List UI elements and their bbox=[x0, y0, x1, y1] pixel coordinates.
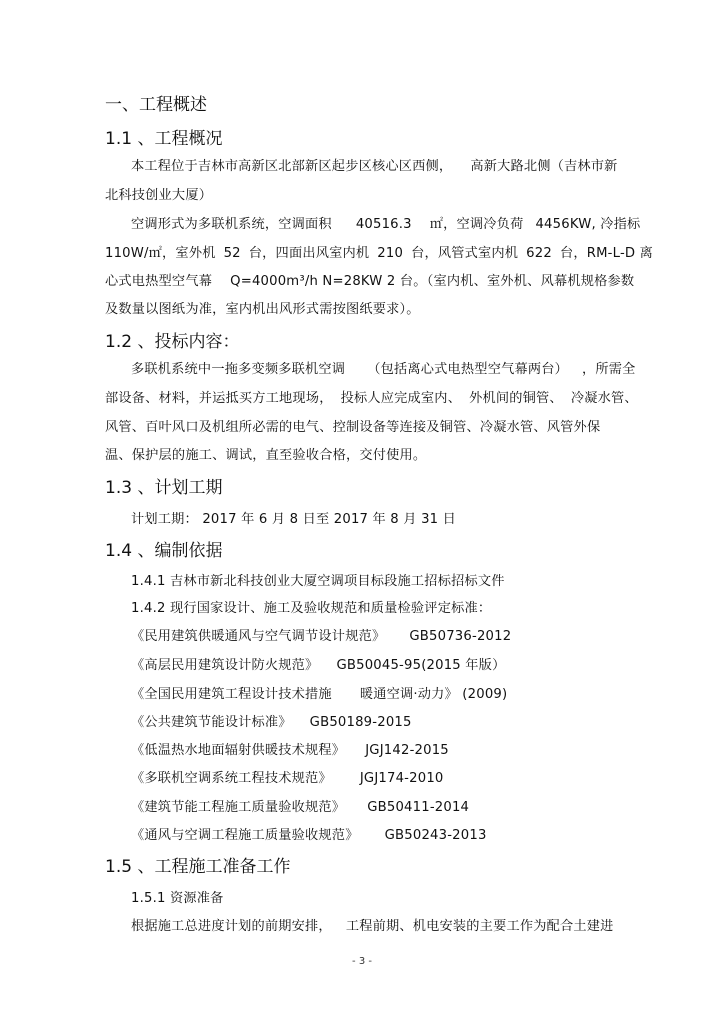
paragraph-line bbox=[131, 155, 618, 174]
paragraph-line: 计划工期： 2017 年 6 月 8 日至 2017 年 8 月 31 日 bbox=[131, 512, 457, 527]
reference-name: 《低温热水地面辐射供暖技术规程》 bbox=[131, 743, 346, 758]
text-span: 52 bbox=[223, 246, 241, 261]
section-heading: 一、工程概述 bbox=[105, 95, 207, 115]
text-span: 部设备、材料，并运抵买方工地现场， bbox=[105, 391, 333, 406]
text-span: （包括离心式电热型空气幕两台） bbox=[367, 362, 569, 377]
page-number: - 3 - bbox=[352, 956, 372, 967]
list-item: 1.4.1 吉林市新北科技创业大厦空调项目标段施工招标招标文件 bbox=[131, 574, 505, 589]
text-span: 210 bbox=[377, 246, 404, 261]
paragraph-line: 北科技创业大厦） bbox=[105, 188, 213, 203]
reference-code: GB50045-95(2015 年版） bbox=[336, 658, 506, 673]
reference-item bbox=[131, 739, 449, 758]
reference-code: JGJ142-2015 bbox=[365, 743, 449, 758]
reference-item bbox=[131, 824, 487, 843]
text-span: 投标人应完成室内、 bbox=[340, 391, 462, 406]
text-span: 根据施工总进度计划的前期安排， bbox=[131, 919, 332, 934]
paragraph-line bbox=[105, 270, 634, 289]
reference-name: 《建筑节能工程施工质量验收规范》 bbox=[131, 800, 346, 815]
reference-item bbox=[131, 625, 511, 644]
reference-code: GB50411-2014 bbox=[367, 800, 470, 815]
text-span: 本工程位于吉林市高新区北部新区起步区核心区西侧， bbox=[131, 159, 453, 174]
text-span: 多联机系统中一拖多变频多联机空调 bbox=[131, 362, 346, 377]
list-item: 1.5.1 资源准备 bbox=[131, 891, 224, 906]
text-span: 空调形式为多联机系统，空调面积 bbox=[131, 217, 332, 232]
subsection-heading-1-4: 1.4 、编制依据 bbox=[105, 541, 223, 561]
paragraph-line: 风管、百叶风口及机组所必需的电气、控制设备等连接及铜管、冷凝水管、风管外保 bbox=[105, 420, 601, 435]
paragraph-line bbox=[131, 358, 636, 377]
text-span: 工程前期、机电安装的主要工作为配合土建进 bbox=[345, 919, 614, 934]
text-span: ㎡，空调冷负荷 bbox=[429, 217, 524, 232]
subsection-heading-1-1: 1.1 、工程概况 bbox=[105, 129, 223, 149]
reference-item bbox=[131, 796, 469, 815]
reference-code: JGJ174-2010 bbox=[359, 771, 444, 786]
reference-code: GB50736-2012 bbox=[409, 629, 512, 644]
text-span: 110W/㎡，室外机 bbox=[105, 246, 216, 261]
subsection-heading-1-2: 1.2 、投标内容： bbox=[105, 332, 240, 352]
subsection-heading-1-3: 1.3 、计划工期 bbox=[105, 478, 223, 498]
reference-code: GB50243-2013 bbox=[384, 828, 487, 843]
reference-name: 《公共建筑节能设计标准》 bbox=[131, 715, 292, 730]
list-item: 1.4.2 现行国家设计、施工及验收规范和质量检验评定标准： bbox=[131, 601, 492, 616]
text-span: 高新大路北侧（吉林市新 bbox=[470, 159, 618, 174]
reference-name: 《民用建筑供暖通风与空气调节设计规范》 bbox=[131, 629, 386, 644]
reference-name: 《通风与空调工程施工质量验收规范》 bbox=[131, 828, 359, 843]
text-span: 心式电热型空气幕 bbox=[105, 274, 213, 289]
text-span: 冷凝水管、 bbox=[570, 391, 638, 406]
text-span: ，所需全 bbox=[582, 362, 636, 377]
paragraph-line bbox=[131, 915, 614, 934]
paragraph-line bbox=[105, 387, 638, 406]
text-span: 40516.3 bbox=[355, 217, 412, 232]
paragraph-line: 及数量以图纸为准，室内机出风形式需按图纸要求）。 bbox=[105, 302, 420, 317]
text-span: 台，四面出风室内机 bbox=[248, 246, 370, 261]
text-span: Q=4000m³/h N=28KW 2 台。（室内机、室外机、风幕机规格参数 bbox=[230, 274, 635, 289]
reference-code: 暖通空调·动力》 (2009) bbox=[359, 687, 508, 702]
reference-item bbox=[131, 711, 412, 730]
text-span: 622 bbox=[526, 246, 552, 261]
text-span: 台，RM-L-D 离 bbox=[559, 246, 654, 261]
paragraph-line: 温、保护层的施工、调试，直至验收合格，交付使用。 bbox=[105, 448, 427, 463]
text-span: 台，风管式室内机 bbox=[411, 246, 519, 261]
reference-name: 《全国民用建筑工程设计技术措施 bbox=[131, 687, 332, 702]
reference-item bbox=[131, 654, 505, 673]
reference-item bbox=[131, 767, 444, 786]
text-span: 外机间的铜管、 bbox=[469, 391, 563, 406]
reference-name: 《高层民用建筑设计防火规范》 bbox=[131, 658, 319, 673]
paragraph-line bbox=[105, 242, 653, 261]
paragraph-line bbox=[131, 213, 640, 232]
reference-name: 《多联机空调系统工程技术规范》 bbox=[131, 771, 332, 786]
reference-code: GB50189-2015 bbox=[309, 715, 412, 730]
subsection-heading-1-5: 1.5 、工程施工准备工作 bbox=[105, 857, 291, 877]
reference-item bbox=[131, 683, 507, 702]
text-span: 4456KW, 冷指标 bbox=[535, 217, 641, 232]
